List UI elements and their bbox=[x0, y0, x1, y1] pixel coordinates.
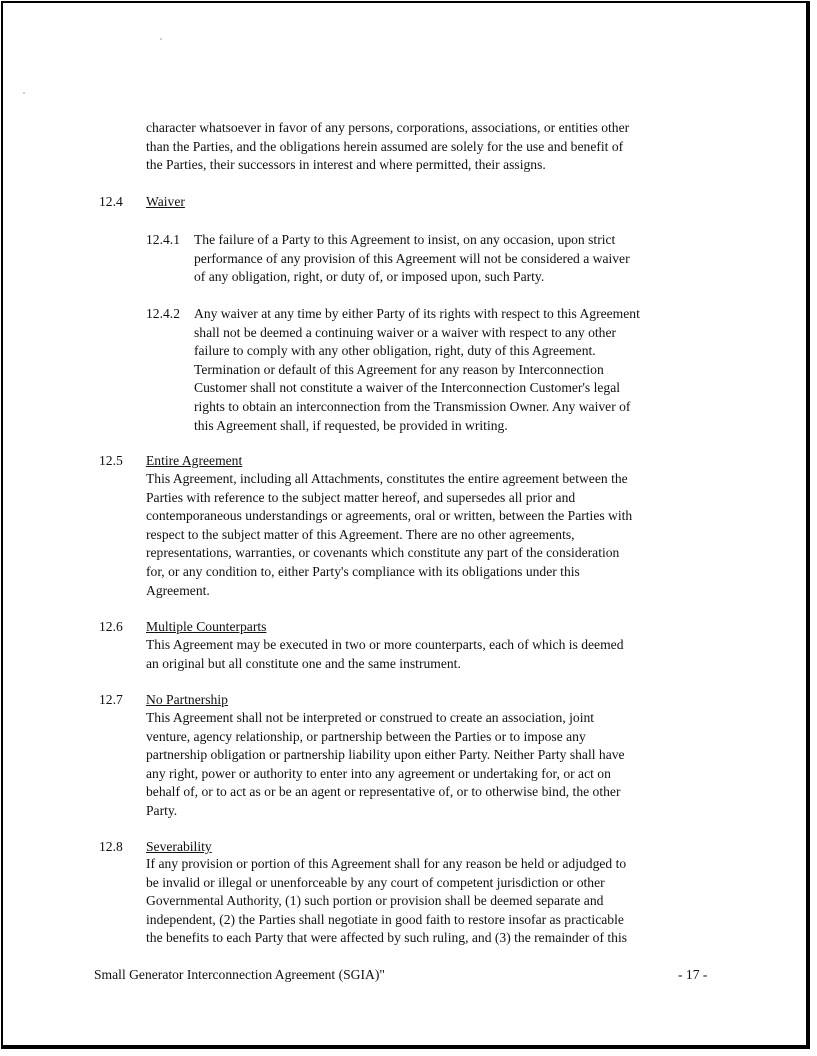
text-line: representations, warranties, or covenants which constitute any part of the consideration bbox=[146, 545, 620, 561]
text-line: This Agreement shall not be interpreted or construed to create an association, joint bbox=[146, 710, 595, 725]
section-number: 12.6 bbox=[99, 619, 123, 634]
text-line: If any provision or portion of this Agreement shall for any reason be held or adjudged to bbox=[146, 856, 627, 871]
subsection-text bbox=[194, 305, 724, 435]
text-line: failure to comply with any other obligation, right, duty of this Agreement. bbox=[194, 343, 596, 359]
section-heading-no-partnership: No Partnership bbox=[146, 692, 228, 707]
text-line: partnership obligation or partnership liability upon either Party. Neither Party shall have bbox=[146, 747, 625, 763]
text-line: performance of any provision of this Agreement will not be considered a waiver bbox=[194, 250, 630, 266]
text-line: This Agreement, including all Attachments, constitutes the entire agreement between the bbox=[146, 471, 628, 486]
text-line: The failure of a Party to this Agreement to insist, on any occasion, upon strict bbox=[194, 232, 616, 247]
section-heading-severability: Severability bbox=[146, 839, 212, 854]
section-body bbox=[146, 636, 726, 673]
text-line: the benefits to each Party that were affected by such ruling, and (3) the remainder of this bbox=[146, 930, 628, 946]
scan-speck bbox=[160, 38, 162, 40]
section-heading-waiver: Waiver bbox=[146, 194, 185, 209]
text-line: this Agreement shall, if requested, be provided in writing. bbox=[194, 417, 508, 433]
intro-paragraph bbox=[146, 119, 726, 175]
text-line: independent, (2) the Parties shall negotiate in good faith to restore insofar as practicable bbox=[146, 911, 624, 927]
text-line: Termination or default of this Agreement for any reason by Interconnection bbox=[194, 361, 604, 377]
text-line: character whatsoever in favor of any persons, corporations, associations, or entities other bbox=[146, 120, 630, 135]
text-line: venture, agency relationship, or partnership between the Parties or to impose any bbox=[146, 728, 586, 744]
text-line: contemporaneous understandings or agreements, oral or written, between the Parties with bbox=[146, 508, 633, 524]
text-line: any right, power or authority to enter into any agreement or undertaking for, or act on bbox=[146, 765, 611, 781]
text-line: Governmental Authority, (1) such portion or provision shall be deemed separate and bbox=[146, 893, 604, 909]
text-line: Party. bbox=[146, 802, 178, 818]
scan-speck bbox=[23, 92, 25, 94]
text-line: Parties with reference to the subject matter hereof, and supersedes all prior and bbox=[146, 489, 576, 505]
text-line: of any obligation, right, or duty of, or imposed upon, such Party. bbox=[194, 269, 545, 285]
section-number: 12.7 bbox=[99, 692, 123, 707]
section-number: 12.5 bbox=[99, 453, 123, 468]
text-line: the Parties, their successors in interest and where permitted, their assigns. bbox=[146, 157, 546, 173]
subsection-number: 12.4.2 bbox=[146, 306, 180, 321]
section-number: 12.8 bbox=[99, 839, 123, 854]
subsection-text bbox=[194, 231, 724, 287]
section-body bbox=[146, 470, 726, 600]
section-body bbox=[146, 709, 726, 821]
text-line: Customer shall not constitute a waiver of the Interconnection Customer's legal bbox=[194, 380, 621, 396]
text-line: be invalid or illegal or unenforceable by any court of competent jurisdiction or other bbox=[146, 874, 605, 890]
text-line: Agreement. bbox=[146, 582, 210, 598]
text-line: behalf of, or to act as or be an agent or representative of, or to otherwise bind, the other bbox=[146, 784, 621, 800]
text-line: for, or any condition to, either Party's compliance with its obligations under this bbox=[146, 563, 580, 579]
text-line: respect to the subject matter of this Agreement. There are no other agreements, bbox=[146, 526, 575, 542]
text-line: This Agreement may be executed in two or more counterparts, each of which is deemed bbox=[146, 637, 624, 652]
text-line: shall not be deemed a continuing waiver or a waiver with respect to any other bbox=[194, 324, 617, 340]
footer-page-number: - 17 - bbox=[678, 967, 708, 982]
section-heading-entire-agreement: Entire Agreement bbox=[146, 453, 243, 468]
text-line: than the Parties, and the obligations herein assumed are solely for the use and benefit of bbox=[146, 138, 624, 154]
text-line: Any waiver at any time by either Party of its rights with respect to this Agreement bbox=[194, 306, 640, 321]
subsection-number: 12.4.1 bbox=[146, 232, 180, 247]
section-body bbox=[146, 855, 726, 948]
text-line: an original but all constitute one and the same instrument. bbox=[146, 655, 461, 671]
section-heading-multiple-counterparts: Multiple Counterparts bbox=[146, 619, 267, 634]
section-number: 12.4 bbox=[99, 194, 123, 209]
text-line: rights to obtain an interconnection from the Transmission Owner. Any waiver of bbox=[194, 398, 631, 414]
footer-document-title: Small Generator Interconnection Agreement (SGIA)" bbox=[94, 967, 385, 982]
